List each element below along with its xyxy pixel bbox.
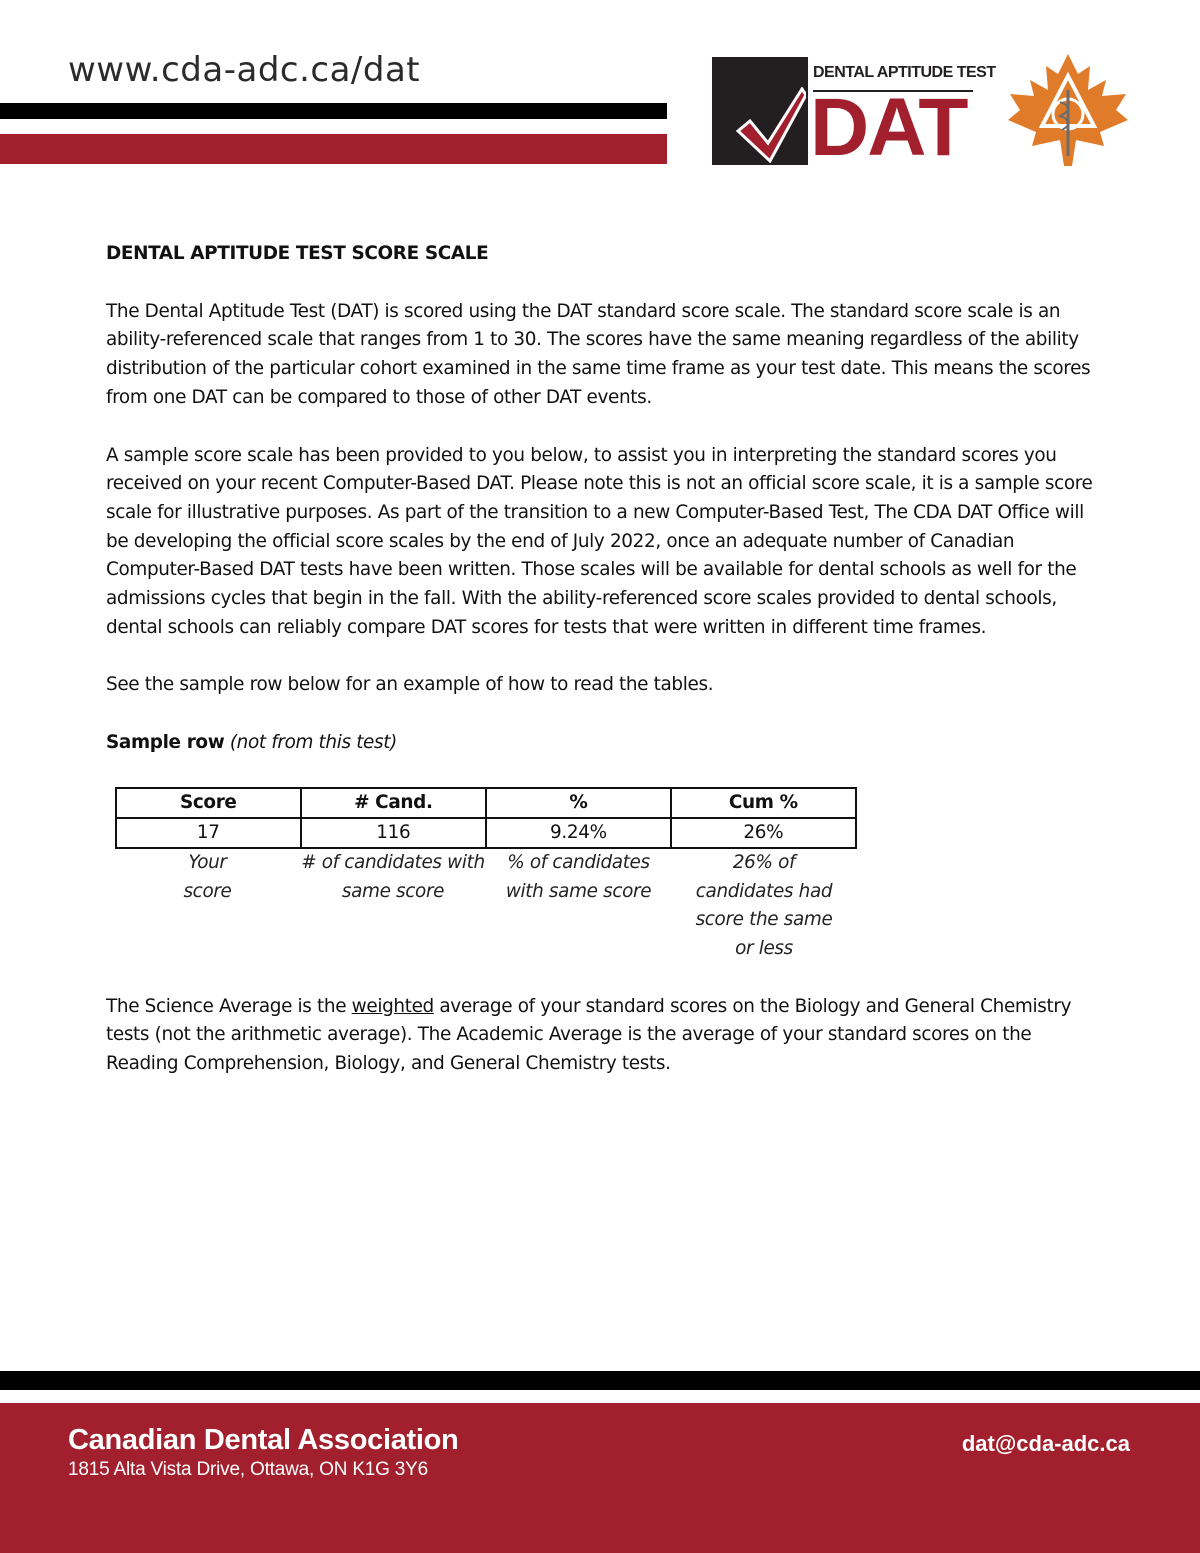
note-candidates: # of candidates with same score <box>301 851 485 902</box>
footer-organization: Canadian Dental Association <box>68 1424 459 1456</box>
averages-weighted: weighted <box>351 995 434 1017</box>
cell-cum-percent: 26% <box>671 818 856 848</box>
note-cum-percent: 26% of candidates had score the same or less <box>695 851 833 959</box>
checkmark-icon <box>736 87 806 163</box>
dat-logo <box>712 57 996 173</box>
note-percent: % of candidates with same score <box>505 851 652 902</box>
paragraph-intro: The Dental Aptitude Test (DAT) is scored using the DAT standard score scale. The standard score scale is an ability-referenced scale that ranges from 1 to 30. The scores have the same meaning regardless of the ability distribution of the particular cohort examined in the same time frame as your test date. This means the scores from one DAT can be compared to those of other DAT events. <box>106 300 1091 408</box>
footer-black-bar <box>0 1371 1200 1390</box>
sample-row-note: (not from this test) <box>229 732 397 754</box>
maple-leaf-emblem-icon <box>1006 50 1130 170</box>
header-red-bar <box>0 134 667 164</box>
footer <box>0 1403 1200 1553</box>
column-header-score: Score <box>116 788 301 818</box>
column-header-cum-percent: Cum % <box>671 788 856 818</box>
sample-table <box>115 787 857 849</box>
column-header-candidates: # Cand. <box>301 788 487 818</box>
paragraph-see-sample: See the sample row below for an example of how to read the tables. <box>106 674 714 696</box>
note-your-score: Your score <box>183 851 232 902</box>
header-black-bar <box>0 103 667 119</box>
cell-percent: 9.24% <box>486 818 671 848</box>
dat-logo-tagline: DENTAL APTITUDE TEST <box>813 64 996 81</box>
page-title: DENTAL APTITUDE TEST SCORE SCALE <box>106 243 489 264</box>
table-notes <box>115 849 857 964</box>
main-content <box>106 240 1106 1108</box>
cell-candidates: 116 <box>301 818 487 848</box>
column-header-percent: % <box>486 788 671 818</box>
sample-row-label <box>106 729 1106 758</box>
table-row <box>116 818 856 848</box>
averages-text-start: The Science Average is the <box>106 995 352 1017</box>
website-url: www.cda-adc.ca/dat <box>68 50 421 90</box>
footer-email-link[interactable]: dat@cda-adc.ca <box>961 1431 1130 1456</box>
dat-logo-word: DAT <box>810 82 967 173</box>
table-header-row <box>116 788 856 818</box>
paragraph-averages <box>106 993 1106 1079</box>
cell-score: 17 <box>116 818 301 848</box>
footer-address: 1815 Alta Vista Drive, Ottawa, ON K1G 3Y6 <box>68 1459 429 1480</box>
averages-text-end: average of your standard scores on the Biology and General Chemistry tests (not the arithmetic average). The Academic Average is the average of your standard scores on the Reading Comprehension, Biology, and General Chemistry tests. <box>106 995 1072 1075</box>
sample-row-title: Sample row <box>106 732 225 754</box>
paragraph-sample-scale: A sample score scale has been provided to you below, to assist you in interpreting the standard scores you received on your recent Computer-Based DAT. Please note this is not an official score scale, it is a sample score scale for illustrative purposes. As part of the transition to a new Computer-Based Test, The CDA DAT Office will be developing the official score scales by the end of July 2022, once an adequate number of Canadian Computer-Based DAT tests have been written. Those scales will be available for dental schools as well for the admissions cycles that begin in the fall. With the ability-referenced score scales provided to dental schools, dental schools can reliably compare DAT scores for tests that were written in different time frames. <box>106 444 1093 638</box>
